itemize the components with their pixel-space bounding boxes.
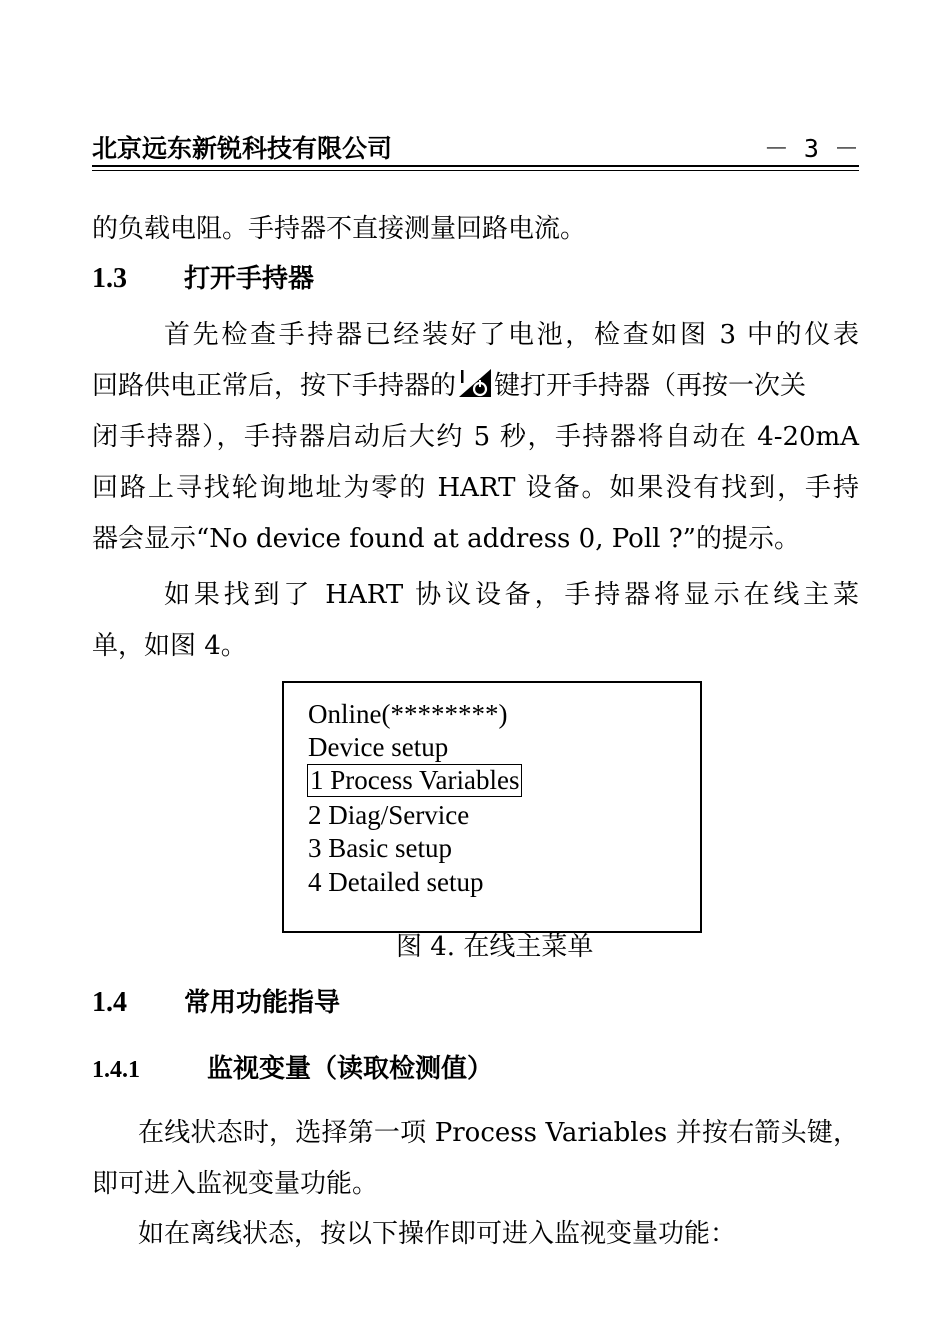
menu-item-basic-setup[interactable]: 3 Basic setup [308,833,452,863]
para-line: 回路上寻找轮询地址为零的 HART 设备。如果没有找到，手持 [92,473,859,503]
company-name: 北京远东新锐科技有限公司 [92,134,393,163]
paragraph-monitor-online [92,1108,859,1210]
section-heading-1-4-1 [92,1049,493,1090]
paragraph-monitor-offline: 如在离线状态，按以下操作即可进入监视变量功能： [138,1219,737,1249]
section-number: 1.4 [92,987,127,1018]
header-rule-thick [92,165,859,167]
para-line: 闭手持器），手持器启动后大约 5 秒，手持器将自动在 4-20mA [92,422,859,452]
page-number: － 3 － [763,134,859,163]
para-line: 器会显示“No device found at address 0, Poll ?”的提示。 [92,524,800,554]
para-line: 如果找到了 HART 协议设备，手持器将显示在线主菜 [164,580,859,610]
paragraph-hart-found [92,570,859,672]
intro-line: 的负载电阻。手持器不直接测量回路电流。 [92,214,587,244]
menu-title: Online(********) [308,699,508,729]
section-heading-1-3 [92,259,314,299]
figure-caption: 图 4. 在线主菜单 [396,932,594,962]
para-line: 首先检查手持器已经装好了电池，检查如图 3 中的仪表 [164,320,859,350]
section-title: 常用功能指导 [184,988,341,1018]
section-number: 1.3 [92,263,127,294]
power-key-icon [458,365,492,395]
para-line [92,361,859,412]
header-rule-thin [92,170,859,171]
section-title: 监视变量（读取检测值） [207,1054,494,1084]
paragraph-power-on [92,310,859,565]
para-text: 回路供电正常后，按下手持器的 [92,371,457,401]
para-line: 即可进入监视变量功能。 [92,1169,379,1199]
menu-item-detailed-setup[interactable]: 4 Detailed setup [308,867,484,897]
section-title: 打开手持器 [184,264,315,294]
section-heading-1-4 [92,983,340,1023]
para-line: 单，如图 4。 [92,631,247,661]
menu-subtitle: Device setup [308,732,449,762]
section-number: 1.4.1 [92,1057,140,1083]
menu-item-diag-service[interactable]: 2 Diag/Service [308,800,470,830]
para-text: 键打开手持器（再按一次关 [494,371,807,401]
page-header [92,132,859,166]
menu-item-process-variables[interactable]: 1 Process Variables [307,764,522,797]
para-line: 在线状态时，选择第一项 Process Variables 并按右箭头键， [138,1118,859,1148]
online-menu-screen [282,681,702,933]
